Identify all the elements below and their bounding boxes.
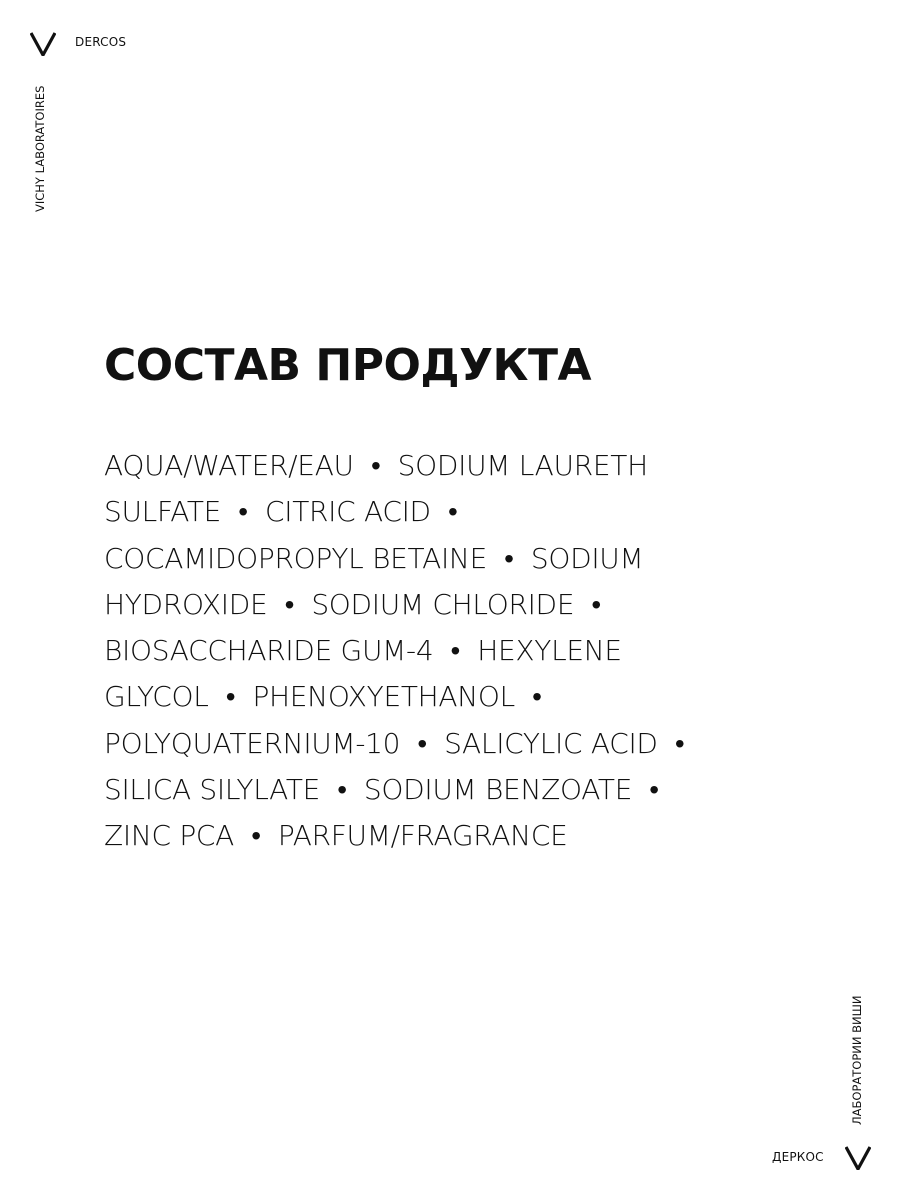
ingredients-list xyxy=(104,443,684,860)
side-label-top: VICHY LABORATOIRES xyxy=(33,85,47,212)
ingredients-line: GLYCOL • PHENOXYETHANOL • xyxy=(104,680,542,714)
vichy-v-logo-icon xyxy=(30,32,56,56)
brand-name-top: DERCOS xyxy=(75,35,127,49)
brand-name-bottom: ДЕРКОС xyxy=(772,1150,824,1164)
ingredients-line: BIOSACCHARIDE GUM-4 • HEXYLENE xyxy=(104,634,622,668)
ingredients-line: SILICA SILYLATE • SODIUM BENZOATE • xyxy=(104,773,659,807)
ingredients-line: AQUA/WATER/EAU • SODIUM LAURETH xyxy=(104,449,648,482)
ingredients-line: COCAMIDOPROPYL BETAINE • SODIUM xyxy=(104,541,644,575)
side-label-bottom: ЛАБОРАТОРИИ ВИШИ xyxy=(850,995,864,1125)
vichy-v-logo-icon xyxy=(845,1146,871,1170)
ingredients-line: POLYQUATERNIUM-10 • SALICYLIC ACID • xyxy=(104,726,685,760)
ingredients-line: ZINC PCA • PARFUM/FRAGRANCE xyxy=(104,819,568,853)
ingredients-line: HYDROXIDE • SODIUM CHLORIDE • xyxy=(104,587,601,621)
page-title: СОСТАВ ПРОДУКТА xyxy=(104,340,592,391)
ingredients-line: SULFATE • CITRIC ACID • xyxy=(104,495,458,529)
